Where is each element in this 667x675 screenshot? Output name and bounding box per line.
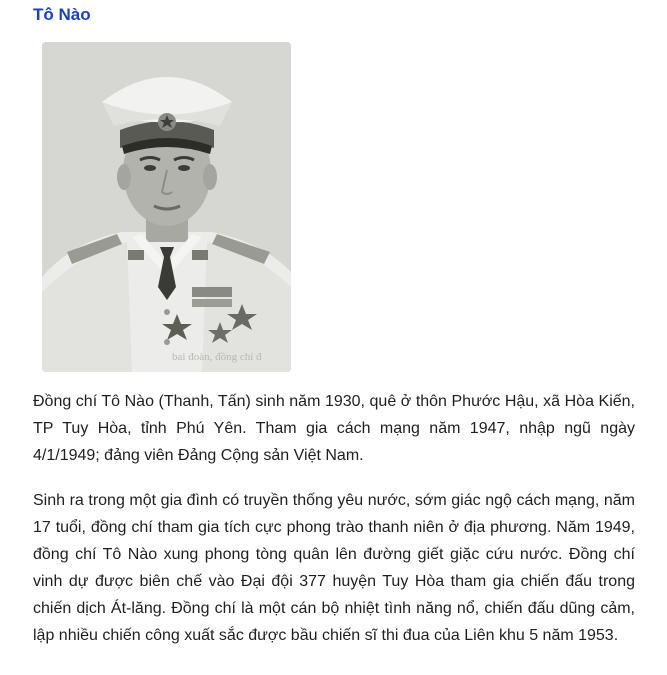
svg-text:bai đoàn, đồng chí đ: bai đoàn, đồng chí đ (172, 351, 262, 363)
article-title: Tô Nào (33, 5, 91, 24)
paragraph-biography-intro: Đồng chí Tô Nào (Thanh, Tấn) sinh năm 1930, quê ở thôn Phước Hậu, xã Hòa Kiến, TP Tuy Hòa, tỉnh Phú Yên. Tham gia cách mạng năm 1947, nhập ngũ ngày 4/1/1949; đảng viên Đảng Cộng sản Việt Nam. (33, 393, 635, 464)
portrait-photo (42, 42, 291, 372)
paragraph-biography-career: Sinh ra trong một gia đình có truyền thống yêu nước, sớm giác ngộ cách mạng, năm 17 tuổi, đồng chí tham gia tích cực phong trào thanh niên ở địa phương. Năm 1949, đồng chí Tô Nào xung phong tòng quân lên đường giết giặc cứu nước. Đồng chí vinh dự được biên chế vào Đại đội 377 huyện Tuy Hòa tham gia chiến đấu trong chiến dịch Át-lăng. Đồng chí là một cán bộ nhiệt tình năng nổ, chiến đấu dũng cảm, lập nhiều chiến công xuất sắc được bầu chiến sĩ thi đua của Liên khu 5 năm 1953. (33, 492, 635, 644)
